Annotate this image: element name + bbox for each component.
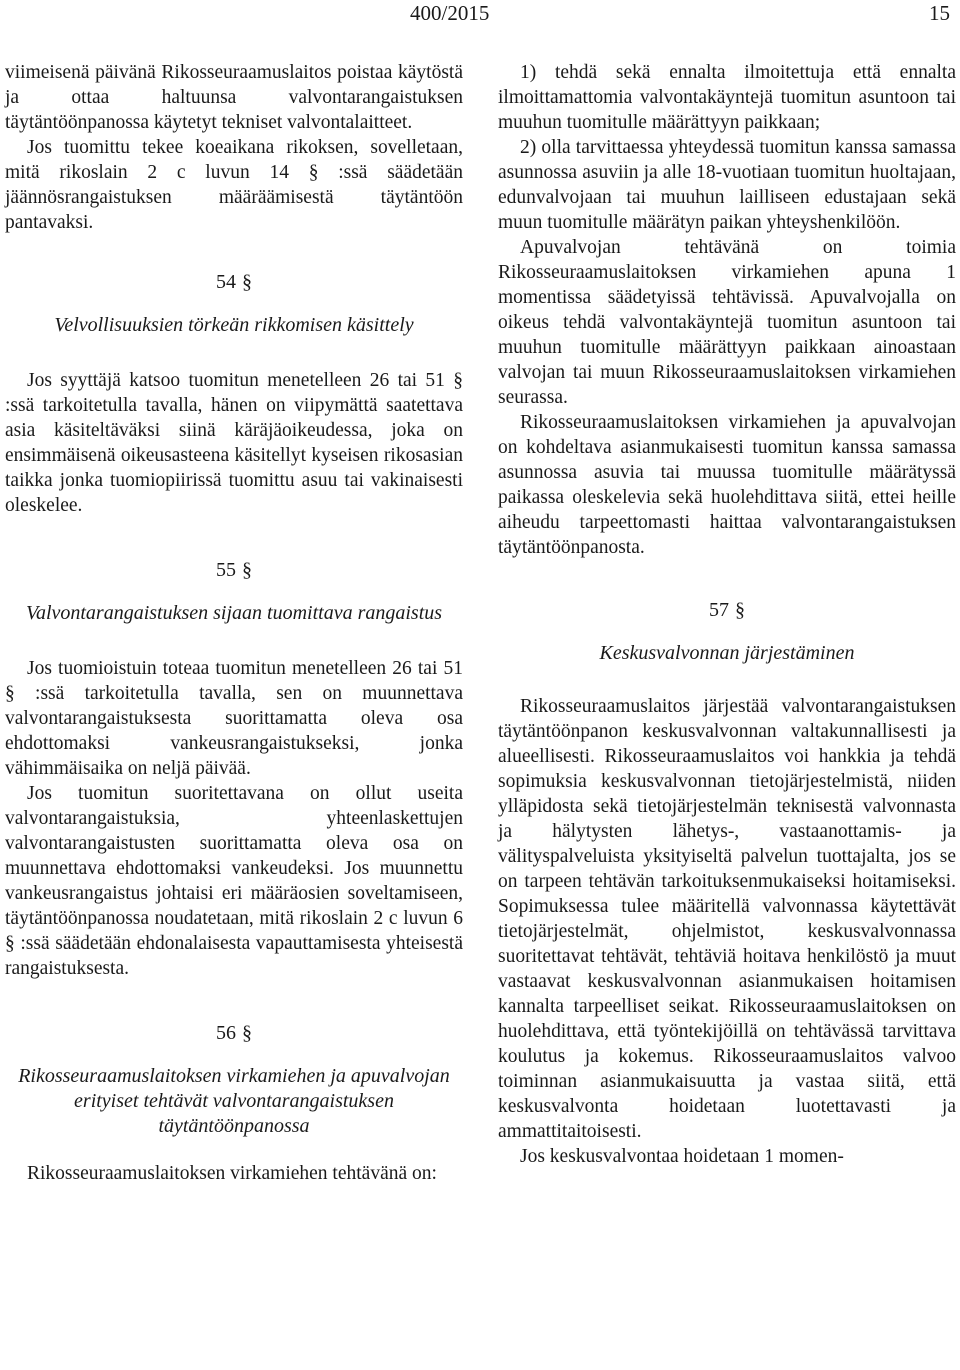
- section-56-number: 56: [216, 1022, 236, 1044]
- section-54-paragraph-1: Jos syyttäjä katsoo tuomitun menetelleen 26 tai 51 § :ssä tarkoitetulla tavalla, hänen on viipymättä saatettava asia käsiteltäväksi siinä käräjäoikeudessa, joka on ensimmäisenä oikeusasteena käsitellyt kyseisen rikosasian taikka jonka tuomiopiirissä tuomittu asuu tai vakinaisesti oleskelee.: [5, 370, 463, 516]
- section-54-number: 54: [216, 271, 236, 293]
- page-number: 15: [929, 1, 950, 25]
- section-55-title: Valvontarangaistuksen sijaan tuomittava rangaistus: [25, 602, 443, 624]
- intro-paragraph-1: viimeisenä päivänä Rikosseuraamuslaitos poistaa käytöstä ja ottaa haltuunsa valvontarangaistuksen täytäntöönpanossa käytetyt tekniset valvontalaitteet.: [5, 62, 463, 133]
- section-symbol: §: [735, 599, 745, 621]
- document-number: 400/2015: [410, 1, 490, 25]
- left-column: [5, 60, 463, 1186]
- section-57-title: Keskusvalvonnan järjestäminen: [599, 642, 855, 664]
- section-54-heading: [5, 270, 463, 295]
- section-54-title: Velvollisuuksien törkeän rikkomisen käsittely: [54, 314, 414, 336]
- right-paragraph-3: Apuvalvojan tehtävänä on toimia Rikosseuraamuslaitoksen virkamiehen apuna 1 momentissa säädetyissä tehtävissä. Apuvalvojalla on oikeus tehdä valvontakäyntejä tuomitun asuntoon tai muuhun tuomitulle määrättyyn paikkaan ainoastaan valvojan tai muun Rikosseuraamuslaitoksen virkamiehen seurassa.: [498, 237, 956, 408]
- section-55-paragraph-2: Jos tuomitun suoritettavana on ollut useita valvontarangaistuksia, yhteenlaskettujen valvontarangaistusten suorittamatta oleva osa on muunnettava ehdottomaksi vankeudeksi. Jos muunnettu vankeusrangaistus johtaisi eri määräosien soveltamiseen, täytäntöönpanossa noudatetaan, mitä rikoslain 2 c luvun 6 § :ssä säädetään ehdonalaisesta vapauttamisesta yhteisestä rangaistuksesta.: [5, 783, 463, 979]
- right-column: [498, 60, 956, 1169]
- right-paragraph-4: Rikosseuraamuslaitoksen virkamiehen ja apuvalvojan on kohdeltava asianmukaisesti tuomitun kanssa samassa asunnossa asuvia tai muussa tuomitulle määrätyssä paikassa oleskelevia sekä huolehdittava siitä, ettei heille aiheudu tarpeettomasti haittaa valvontarangaistuksen täytäntöönpanosta.: [498, 412, 956, 558]
- section-56-heading: [5, 1021, 463, 1046]
- section-55-paragraph-1: Jos tuomioistuin toteaa tuomitun menetelleen 26 tai 51 § :ssä tarkoitetulla tavalla, sen on muunnettava valvontarangaistuksesta suorittamatta oleva osa ehdottomaksi vankeusrangaistukseksi, jonka vähimmäisaika on neljä päivää.: [5, 658, 463, 779]
- section-55-heading: [5, 558, 463, 583]
- section-56-paragraph-1: Rikosseuraamuslaitoksen virkamiehen tehtävänä on:: [27, 1163, 437, 1184]
- right-paragraph-2: 2) olla tarvittaessa yhteydessä tuomitun kanssa samassa asunnossa asuviin ja alle 18-vuotiaan tuomitun huoltajaan, edunvalvojaan tai muuhun lailliseen edustajaan sekä muun tuomitulle määrätyn paikan yhteyshenkilöön.: [498, 137, 956, 233]
- page-header: [0, 0, 960, 30]
- section-57-paragraph-2: Jos keskusvalvontaa hoidetaan 1 momen-: [520, 1146, 844, 1167]
- section-55-number: 55: [216, 559, 236, 581]
- right-paragraph-1: 1) tehdä sekä ennalta ilmoitettuja että ennalta ilmoittamattomia valvontakäyntejä tuomitun asuntoon tai muuhun tuomitulle määrättyyn paikkaan;: [498, 62, 956, 133]
- section-57-paragraph-1: Rikosseuraamuslaitos järjestää valvontarangaistuksen täytäntöönpanon keskusvalvonnan valtakunnallisesti ja alueellisesti. Rikosseuraamuslaitos voi hankkia ja tehdä sopimuksia keskusvalvonnan tietojärjestelmistä, niiden ylläpidosta sekä tietojärjestelmän teknisestä valvonnasta ja hälytysten lähetys-, vastaanottamis- ja välityspalveluista yksityiseltä palvelun tuottajalta, jos se on tarpeen tehtävän tarkoituksenmukaiseksi hoitamiseksi. Sopimuksessa tulee määritellä valvonnassa käytettävät tietojärjestelmät, ohjelmistot, keskusvalvonnassa suoritettavat tehtävät, tehtäviä hoitava henkilöstö ja muut vastaavat keskusvalvonnan asianmukaisen hoitamisen kannalta tarpeelliset seikat. Rikosseuraamuslaitoksen on huolehdittava, että työntekijöillä on tehtävässä tarvittava koulutus ja kokemus. Rikosseuraamuslaitos valvoo toiminnan asianmukaisuutta ja vastaa siitä, että keskusvalvonta hoidetaan luotettavasti ja ammattitaitoisesti.: [498, 696, 956, 1142]
- section-symbol: §: [242, 271, 252, 293]
- section-57-number: 57: [709, 599, 729, 621]
- section-symbol: §: [242, 1022, 252, 1044]
- section-56-title: Rikosseuraamuslaitoksen virkamiehen ja apuvalvojan erityiset tehtävät valvontarangaistuksen täytäntöönpanossa: [18, 1065, 450, 1137]
- section-57-heading: [498, 598, 956, 623]
- section-symbol: §: [242, 559, 252, 581]
- intro-paragraph-2: Jos tuomittu tekee koeaikana rikoksen, sovelletaan, mitä rikoslain 2 c luvun 14 § :ssä säädetään jäännösrangaistuksen määräämisestä täytäntöön pantavaksi.: [5, 137, 463, 233]
